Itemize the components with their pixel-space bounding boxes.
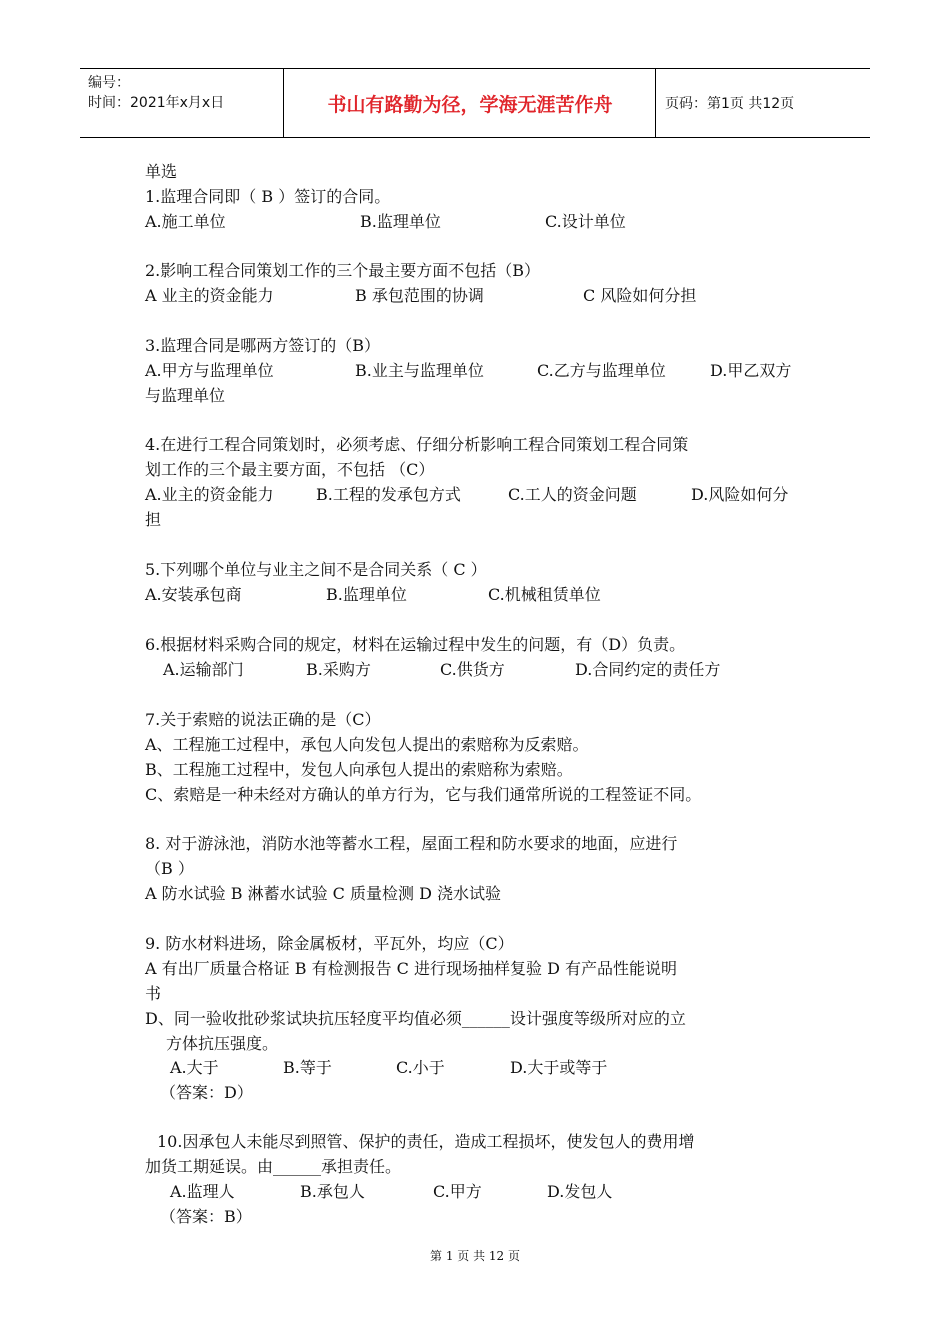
question-9-options: A 有出厂质量合格证 B 有检测报告 C 进行现场抽样复验 D 有产品性能说明 bbox=[145, 959, 677, 978]
option-c: C 风险如何分担 bbox=[583, 286, 697, 305]
option-c: C.工人的资金问题 bbox=[508, 485, 637, 504]
option-a: A.施工单位 bbox=[145, 212, 226, 231]
question-8-continued: （B ） bbox=[145, 859, 194, 878]
option-b: B、工程施工过程中，发包人向承包人提出的索赔称为索赔。 bbox=[145, 760, 573, 779]
option-d: D.甲乙双方 bbox=[710, 361, 792, 380]
option-d: D.风险如何分 bbox=[691, 485, 789, 504]
page-info: 页码：第1页 共12页 bbox=[665, 96, 795, 112]
question-8: 8. 对于游泳池，消防水池等蓄水工程，屋面工程和防水要求的地面，应进行 bbox=[145, 834, 678, 853]
question-4-continued: 划工作的三个最主要方面，不包括 （C） bbox=[145, 460, 435, 479]
question-1: 1.监理合同即（ B ）签订的合同。 bbox=[145, 187, 391, 206]
option-b: B.监理单位 bbox=[360, 212, 441, 231]
question-10: 10.因承包人未能尽到照管、保护的责任，造成工程损坏，使发包人的费用增 bbox=[157, 1132, 695, 1151]
option-a: A.运输部门 bbox=[163, 660, 244, 679]
option-b: B.监理单位 bbox=[326, 585, 407, 604]
option-d-continued: 与监理单位 bbox=[145, 386, 226, 405]
answer: （答案：D） bbox=[160, 1083, 253, 1102]
page-header bbox=[80, 68, 870, 138]
option-d-continued: 担 bbox=[145, 510, 162, 529]
option-a: A.安装承包商 bbox=[145, 585, 242, 604]
question-3: 3.监理合同是哪两方签订的（B） bbox=[145, 336, 381, 355]
option-c: C.乙方与监理单位 bbox=[537, 361, 666, 380]
option-c: C.机械租赁单位 bbox=[488, 585, 601, 604]
question-9-d-continued: 方体抗压强度。 bbox=[166, 1034, 279, 1053]
question-9: 9. 防水材料进场，除金属板材，平瓦外，均应（C） bbox=[145, 934, 514, 953]
question-9-d: D、同一验收批砂浆试块抗压轻度平均值必须______设计强度等级所对应的立 bbox=[145, 1009, 686, 1028]
option-d: D.合同约定的责任方 bbox=[575, 660, 721, 679]
time-label: 时间：2021年x月x日 bbox=[88, 95, 225, 111]
question-10-continued: 加货工期延误。由______承担责任。 bbox=[145, 1157, 402, 1176]
option-b: B.业主与监理单位 bbox=[355, 361, 484, 380]
option-c: C.设计单位 bbox=[545, 212, 626, 231]
option-a: A 业主的资金能力 bbox=[145, 286, 274, 305]
option-a: A.监理人 bbox=[170, 1182, 235, 1201]
question-7: 7.关于索赔的说法正确的是（C） bbox=[145, 710, 381, 729]
option-a: A、工程施工过程中，承包人向发包人提出的索赔称为反索赔。 bbox=[145, 735, 589, 754]
question-5: 5.下列哪个单位与业主之间不是合同关系（ C ） bbox=[145, 560, 487, 579]
header-meta bbox=[88, 73, 224, 113]
option-b: B.承包人 bbox=[300, 1182, 365, 1201]
option-c: C.小于 bbox=[396, 1058, 445, 1077]
question-2: 2.影响工程合同策划工作的三个最主要方面不包括（B） bbox=[145, 261, 541, 280]
number-label: 编号： bbox=[88, 75, 130, 91]
page-footer: 第 1 页 共 12 页 bbox=[430, 1249, 520, 1263]
header-divider bbox=[655, 69, 656, 137]
header-motto: 书山有路勤为径，学海无涯苦作舟 bbox=[327, 93, 613, 116]
option-b: B.工程的发承包方式 bbox=[316, 485, 461, 504]
question-4: 4.在进行工程合同策划时，必须考虑、仔细分析影响工程合同策划工程合同策 bbox=[145, 435, 689, 454]
option-c: C.甲方 bbox=[433, 1182, 482, 1201]
option-d: D.发包人 bbox=[547, 1182, 613, 1201]
option-a: A.大于 bbox=[170, 1058, 219, 1077]
option-b: B 承包范围的协调 bbox=[355, 286, 484, 305]
answer: （答案：B） bbox=[160, 1207, 252, 1226]
question-8-options: A 防水试验 B 淋蓄水试验 C 质量检测 D 浇水试验 bbox=[145, 884, 501, 903]
question-6: 6.根据材料采购合同的规定，材料在运输过程中发生的问题，有（D）负责。 bbox=[145, 635, 686, 654]
option-a: A.甲方与监理单位 bbox=[145, 361, 274, 380]
option-b: B.采购方 bbox=[306, 660, 371, 679]
section-title: 单选 bbox=[145, 162, 178, 181]
option-c: C.供货方 bbox=[440, 660, 505, 679]
question-9-options-continued: 书 bbox=[145, 984, 162, 1003]
option-c: C、索赔是一种未经对方确认的单方行为，它与我们通常所说的工程签证不同。 bbox=[145, 785, 702, 804]
option-b: B.等于 bbox=[283, 1058, 332, 1077]
option-a: A.业主的资金能力 bbox=[145, 485, 274, 504]
header-divider bbox=[283, 69, 284, 137]
option-d: D.大于或等于 bbox=[510, 1058, 608, 1077]
